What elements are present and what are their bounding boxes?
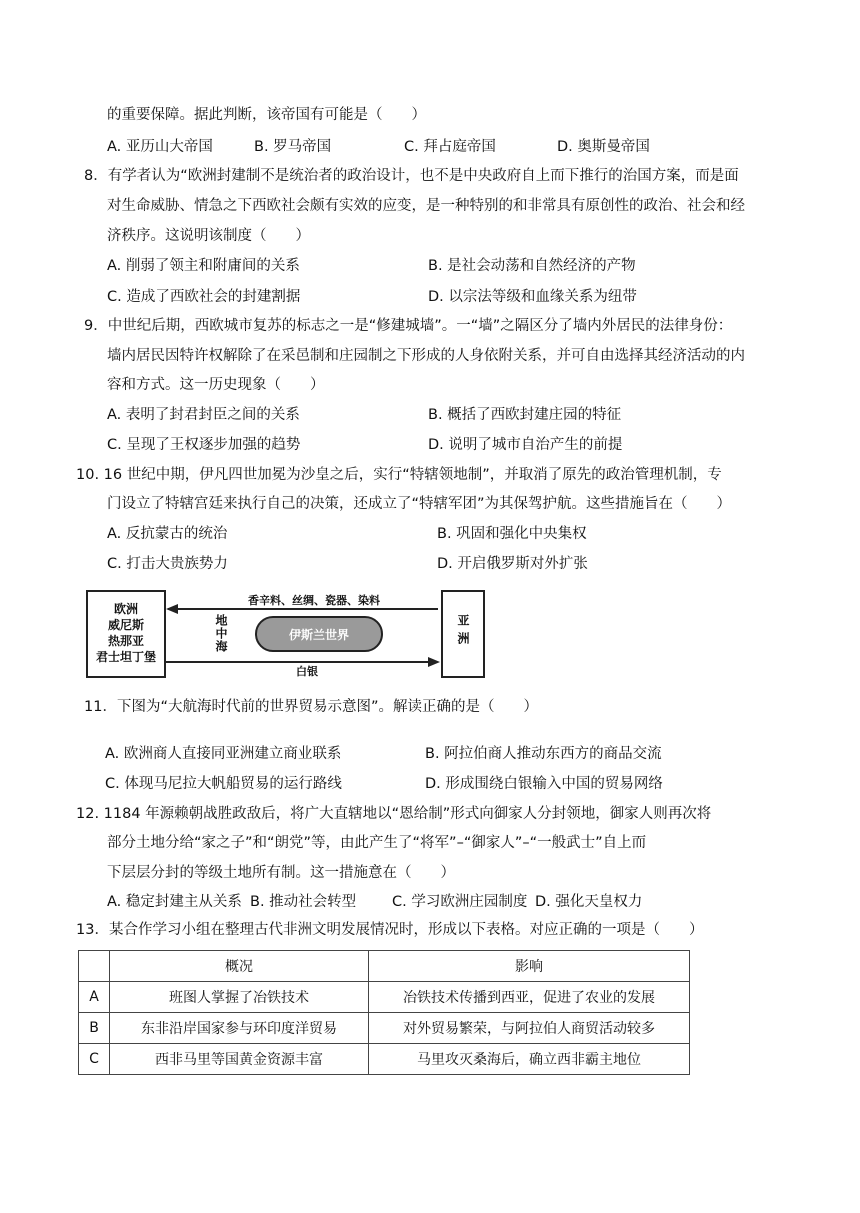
bottom-arrow-label: 白银 — [296, 665, 318, 678]
q9-stem-line-2: 墙内居民因特许权解除了在采邑制和庄园制之下形成的人身依附关系，并可自由选择其经济活动的内 — [107, 348, 745, 364]
table-cell: 冶铁技术传播到西亚，促进了农业的发展 — [369, 982, 690, 1013]
q8-stem-line-2: 对生命威胁、情急之下西欧社会颇有实效的应变，是一种特别的和非常具有原创性的政治、社会和经 — [107, 198, 745, 214]
q9-stem-line-3: 容和方式。这一历史现象（ ） — [107, 377, 325, 393]
table-cell: 西非马里等国黄金资源丰富 — [110, 1044, 369, 1075]
table-header-cell: 概况 — [110, 951, 369, 982]
top-arrow-label: 香辛料、丝绸、瓷器、染料 — [248, 594, 380, 607]
table-cell: C — [79, 1044, 110, 1075]
table-cell: 马里攻灭桑海后，确立西非霸主地位 — [369, 1044, 690, 1075]
q8-stem-line-3: 济秩序。这说明该制度（ ） — [107, 228, 310, 244]
table-header-cell: 影响 — [369, 951, 690, 982]
q12-option-b: B. 推动社会转型 — [250, 894, 357, 910]
q10-stem-line-2: 门设立了特辖宫廷来执行自己的决策，还成立了“特辖军团”为其保驾护航。这些措施旨在（ ） — [107, 496, 732, 512]
q7-stem-tail: 的重要保障。据此判断，该帝国有可能是（ ） — [107, 107, 426, 123]
mediterranean-label: 地中海 — [214, 614, 228, 653]
table-cell: B — [79, 1013, 110, 1044]
q13-stem: 13．某合作学习小组在整理古代非洲文明发展情况时，形成以下表格。对应正确的一项是（ ） — [76, 922, 704, 938]
q9-option-a: A. 表明了封君封臣之间的关系 — [107, 407, 300, 423]
q8-option-b: B. 是社会动荡和自然经济的产物 — [428, 258, 636, 274]
top-arrow-head — [166, 604, 178, 614]
q8-option-d: D. 以宗法等级和血缘关系为纽带 — [428, 289, 637, 305]
q11-option-b: B. 阿拉伯商人推动东西方的商品交流 — [425, 746, 662, 762]
constantinople-label: 君士坦丁堡 — [95, 650, 156, 664]
q7-option-c: C. 拜占庭帝国 — [404, 139, 496, 155]
q9-option-d: D. 说明了城市自治产生的前提 — [428, 437, 623, 453]
table-cell: 对外贸易繁荣，与阿拉伯人商贸活动较多 — [369, 1013, 690, 1044]
q12-stem-line-2: 部分土地分给“家之子”和“朗党”等，由此产生了“将军”–“御家人”–“一般武士”自上而 — [107, 835, 647, 851]
europe-label: 欧洲 — [113, 602, 138, 616]
islamic-world-label: 伊斯兰世界 — [289, 628, 350, 642]
q12-stem-line-3: 下层层分封的等级土地所有制。这一措施意在（ ） — [107, 865, 455, 881]
table-header-cell — [79, 951, 110, 982]
asia-label: 亚洲 — [456, 614, 470, 650]
q11-option-a: A. 欧洲商人直接同亚洲建立商业联系 — [105, 746, 342, 762]
q8-option-a: A. 削弱了领主和附庸间的关系 — [107, 258, 300, 274]
q11-option-c: C. 体现马尼拉大帆船贸易的运行路线 — [105, 776, 342, 792]
q11-option-d: D. 形成围绕白银输入中国的贸易网络 — [425, 776, 663, 792]
q12-option-d: D. 强化天皇权力 — [535, 894, 643, 910]
q12-option-c: C. 学习欧洲庄园制度 — [392, 894, 528, 910]
table-cell: A — [79, 982, 110, 1013]
q10-option-d: D. 开启俄罗斯对外扩张 — [437, 556, 588, 572]
africa-table — [78, 950, 690, 1075]
genoa-label: 热那亚 — [107, 634, 144, 648]
q10-stem-line-1: 10. 16 世纪中期，伊凡四世加冕为沙皇之后，实行“特辖领地制”，并取消了原先的政治管理机制，专 — [76, 467, 722, 483]
venice-label: 威尼斯 — [107, 618, 144, 632]
q7-option-b: B. 罗马帝国 — [254, 139, 332, 155]
q11-stem: 11．下图为“大航海时代前的世界贸易示意图”。解读正确的是（ ） — [84, 699, 538, 715]
q9-option-b: B. 概括了西欧封建庄园的特征 — [428, 407, 622, 423]
bottom-arrow-head — [428, 657, 440, 667]
q12-stem-line-1: 12. 1184 年源赖朝战胜政敌后，将广大直辖地以“恩给制”形式向御家人分封领地，御家人则再次将 — [76, 806, 712, 822]
table-row — [79, 982, 690, 1013]
table-row — [79, 1013, 690, 1044]
table-row — [79, 1044, 690, 1075]
table-cell: 班图人掌握了冶铁技术 — [110, 982, 369, 1013]
q9-stem-line-1: 9．中世纪后期，西欧城市复苏的标志之一是“修建城墙”。一“墙”之隔区分了墙内外居民的法律身份： — [84, 318, 733, 334]
q8-stem-line-1: 8．有学者认为“欧洲封建制不是统治者的政治设计，也不是中央政府自上而下推行的治国方案，而是面 — [84, 168, 739, 184]
q10-option-b: B. 巩固和强化中央集权 — [437, 526, 587, 542]
table-header-row — [79, 951, 690, 982]
q10-option-c: C. 打击大贵族势力 — [107, 556, 228, 572]
q12-option-a: A. 稳定封建主从关系 — [107, 894, 242, 910]
table-cell: 东非沿岸国家参与环印度洋贸易 — [110, 1013, 369, 1044]
q7-option-d: D. 奥斯曼帝国 — [557, 139, 650, 155]
trade-diagram — [86, 587, 488, 681]
q7-option-a: A. 亚历山大帝国 — [107, 139, 213, 155]
q8-option-c: C. 造成了西欧社会的封建割据 — [107, 289, 301, 305]
q10-option-a: A. 反抗蒙古的统治 — [107, 526, 228, 542]
q9-option-c: C. 呈现了王权逐步加强的趋势 — [107, 437, 301, 453]
